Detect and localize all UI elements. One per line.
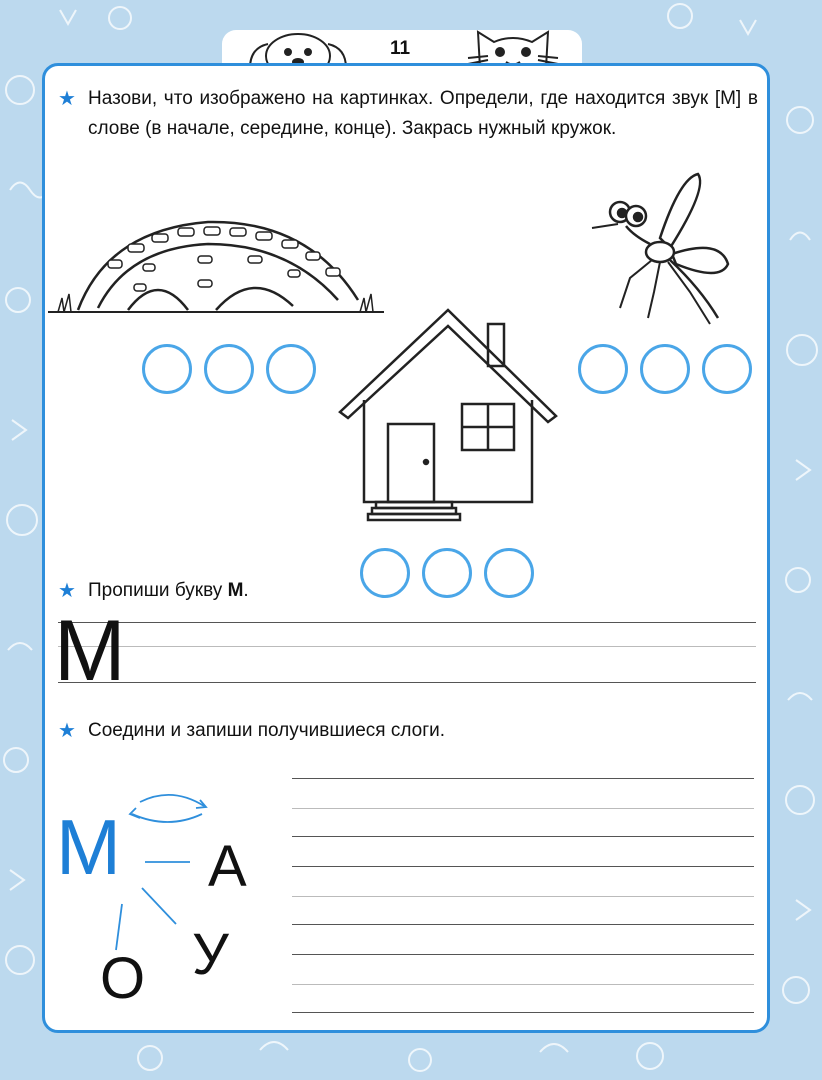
vowel-u: У xyxy=(192,922,229,987)
sound-circle-mosquito-start[interactable] xyxy=(578,344,628,394)
answer-line-9[interactable] xyxy=(292,1012,754,1013)
writing-line-bottom xyxy=(58,682,756,683)
task-2-instruction: Пропиши букву xyxy=(88,580,228,601)
house-picture xyxy=(336,306,560,526)
answer-line-5[interactable] xyxy=(292,896,754,897)
star-icon: ★ xyxy=(58,88,76,110)
answer-line-4[interactable] xyxy=(292,866,754,867)
answer-line-3[interactable] xyxy=(292,836,754,837)
sample-letter: М xyxy=(54,603,124,699)
sound-circle-house-end[interactable] xyxy=(484,548,534,598)
answer-line-6[interactable] xyxy=(292,924,754,925)
consonant-letter: М xyxy=(56,803,121,891)
task-3-instruction: Соедини и запиши получившиеся слоги. xyxy=(88,720,446,741)
sound-circle-mosquito-end[interactable] xyxy=(702,344,752,394)
task-1-instruction: Назови, что изображено на картинках. Определи, где находится звук [М] в слове (в начале, середине, конце). Закрась нужный кружок. xyxy=(88,88,758,139)
sound-circle-mosquito-middle[interactable] xyxy=(640,344,690,394)
mosquito-picture xyxy=(590,168,740,330)
task-2-letter: М xyxy=(227,580,244,601)
answer-line-1[interactable] xyxy=(292,778,754,779)
answer-line-2[interactable] xyxy=(292,808,754,809)
answer-line-8[interactable] xyxy=(292,984,754,985)
sound-circle-bridge-start[interactable] xyxy=(142,344,192,394)
bridge-picture xyxy=(48,200,384,320)
vowel-o: О xyxy=(100,946,146,1011)
vowel-a: А xyxy=(208,834,247,899)
answer-line-7[interactable] xyxy=(292,954,754,955)
task-2-period: . xyxy=(243,580,249,601)
sound-circle-bridge-middle[interactable] xyxy=(204,344,254,394)
sound-circle-house-start[interactable] xyxy=(360,548,410,598)
writing-area[interactable] xyxy=(120,622,756,682)
page-number: 11 xyxy=(389,38,411,59)
star-icon: ★ xyxy=(58,720,76,742)
star-icon: ★ xyxy=(58,580,76,602)
sound-circle-bridge-end[interactable] xyxy=(266,344,316,394)
sound-circle-house-middle[interactable] xyxy=(422,548,472,598)
